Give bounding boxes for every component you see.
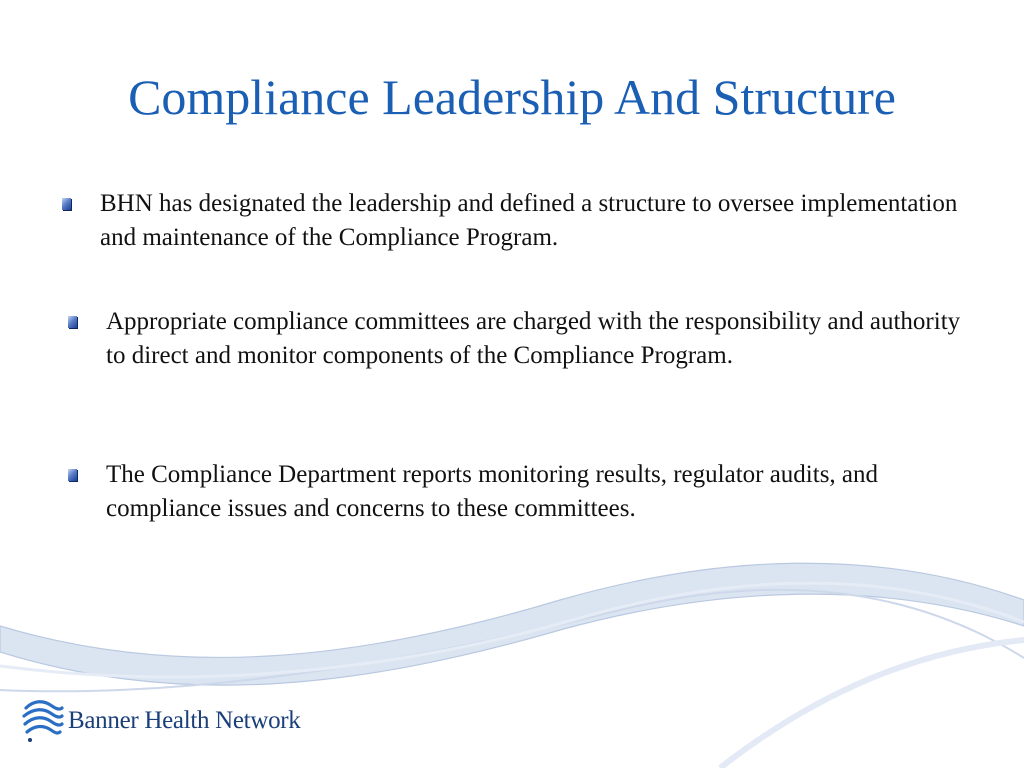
- logo-text: Banner Health Network: [68, 707, 301, 734]
- banner-health-network-logo: [22, 696, 301, 746]
- slide-title: Compliance Leadership And Structure: [128, 69, 896, 125]
- bullet-square-icon: [68, 316, 77, 328]
- banner-wave-icon: [22, 696, 64, 746]
- bullet-square-icon: [68, 469, 77, 481]
- bullet-item: [62, 187, 962, 255]
- bullet-text: Appropriate compliance committees are charged with the responsibility and authority to direct and monitor components of the Compliance Program.: [106, 308, 961, 369]
- bullet-square-icon: [62, 198, 71, 210]
- bullet-text: The Compliance Department reports monitoring results, regulator audits, and compliance issues and concerns to these committees.: [106, 461, 879, 522]
- bullet-text: BHN has designated the leadership and defined a structure to oversee implementation and maintenance of the Compliance Program.: [100, 190, 958, 251]
- bullet-item: [68, 458, 968, 526]
- bullet-item: [68, 305, 968, 373]
